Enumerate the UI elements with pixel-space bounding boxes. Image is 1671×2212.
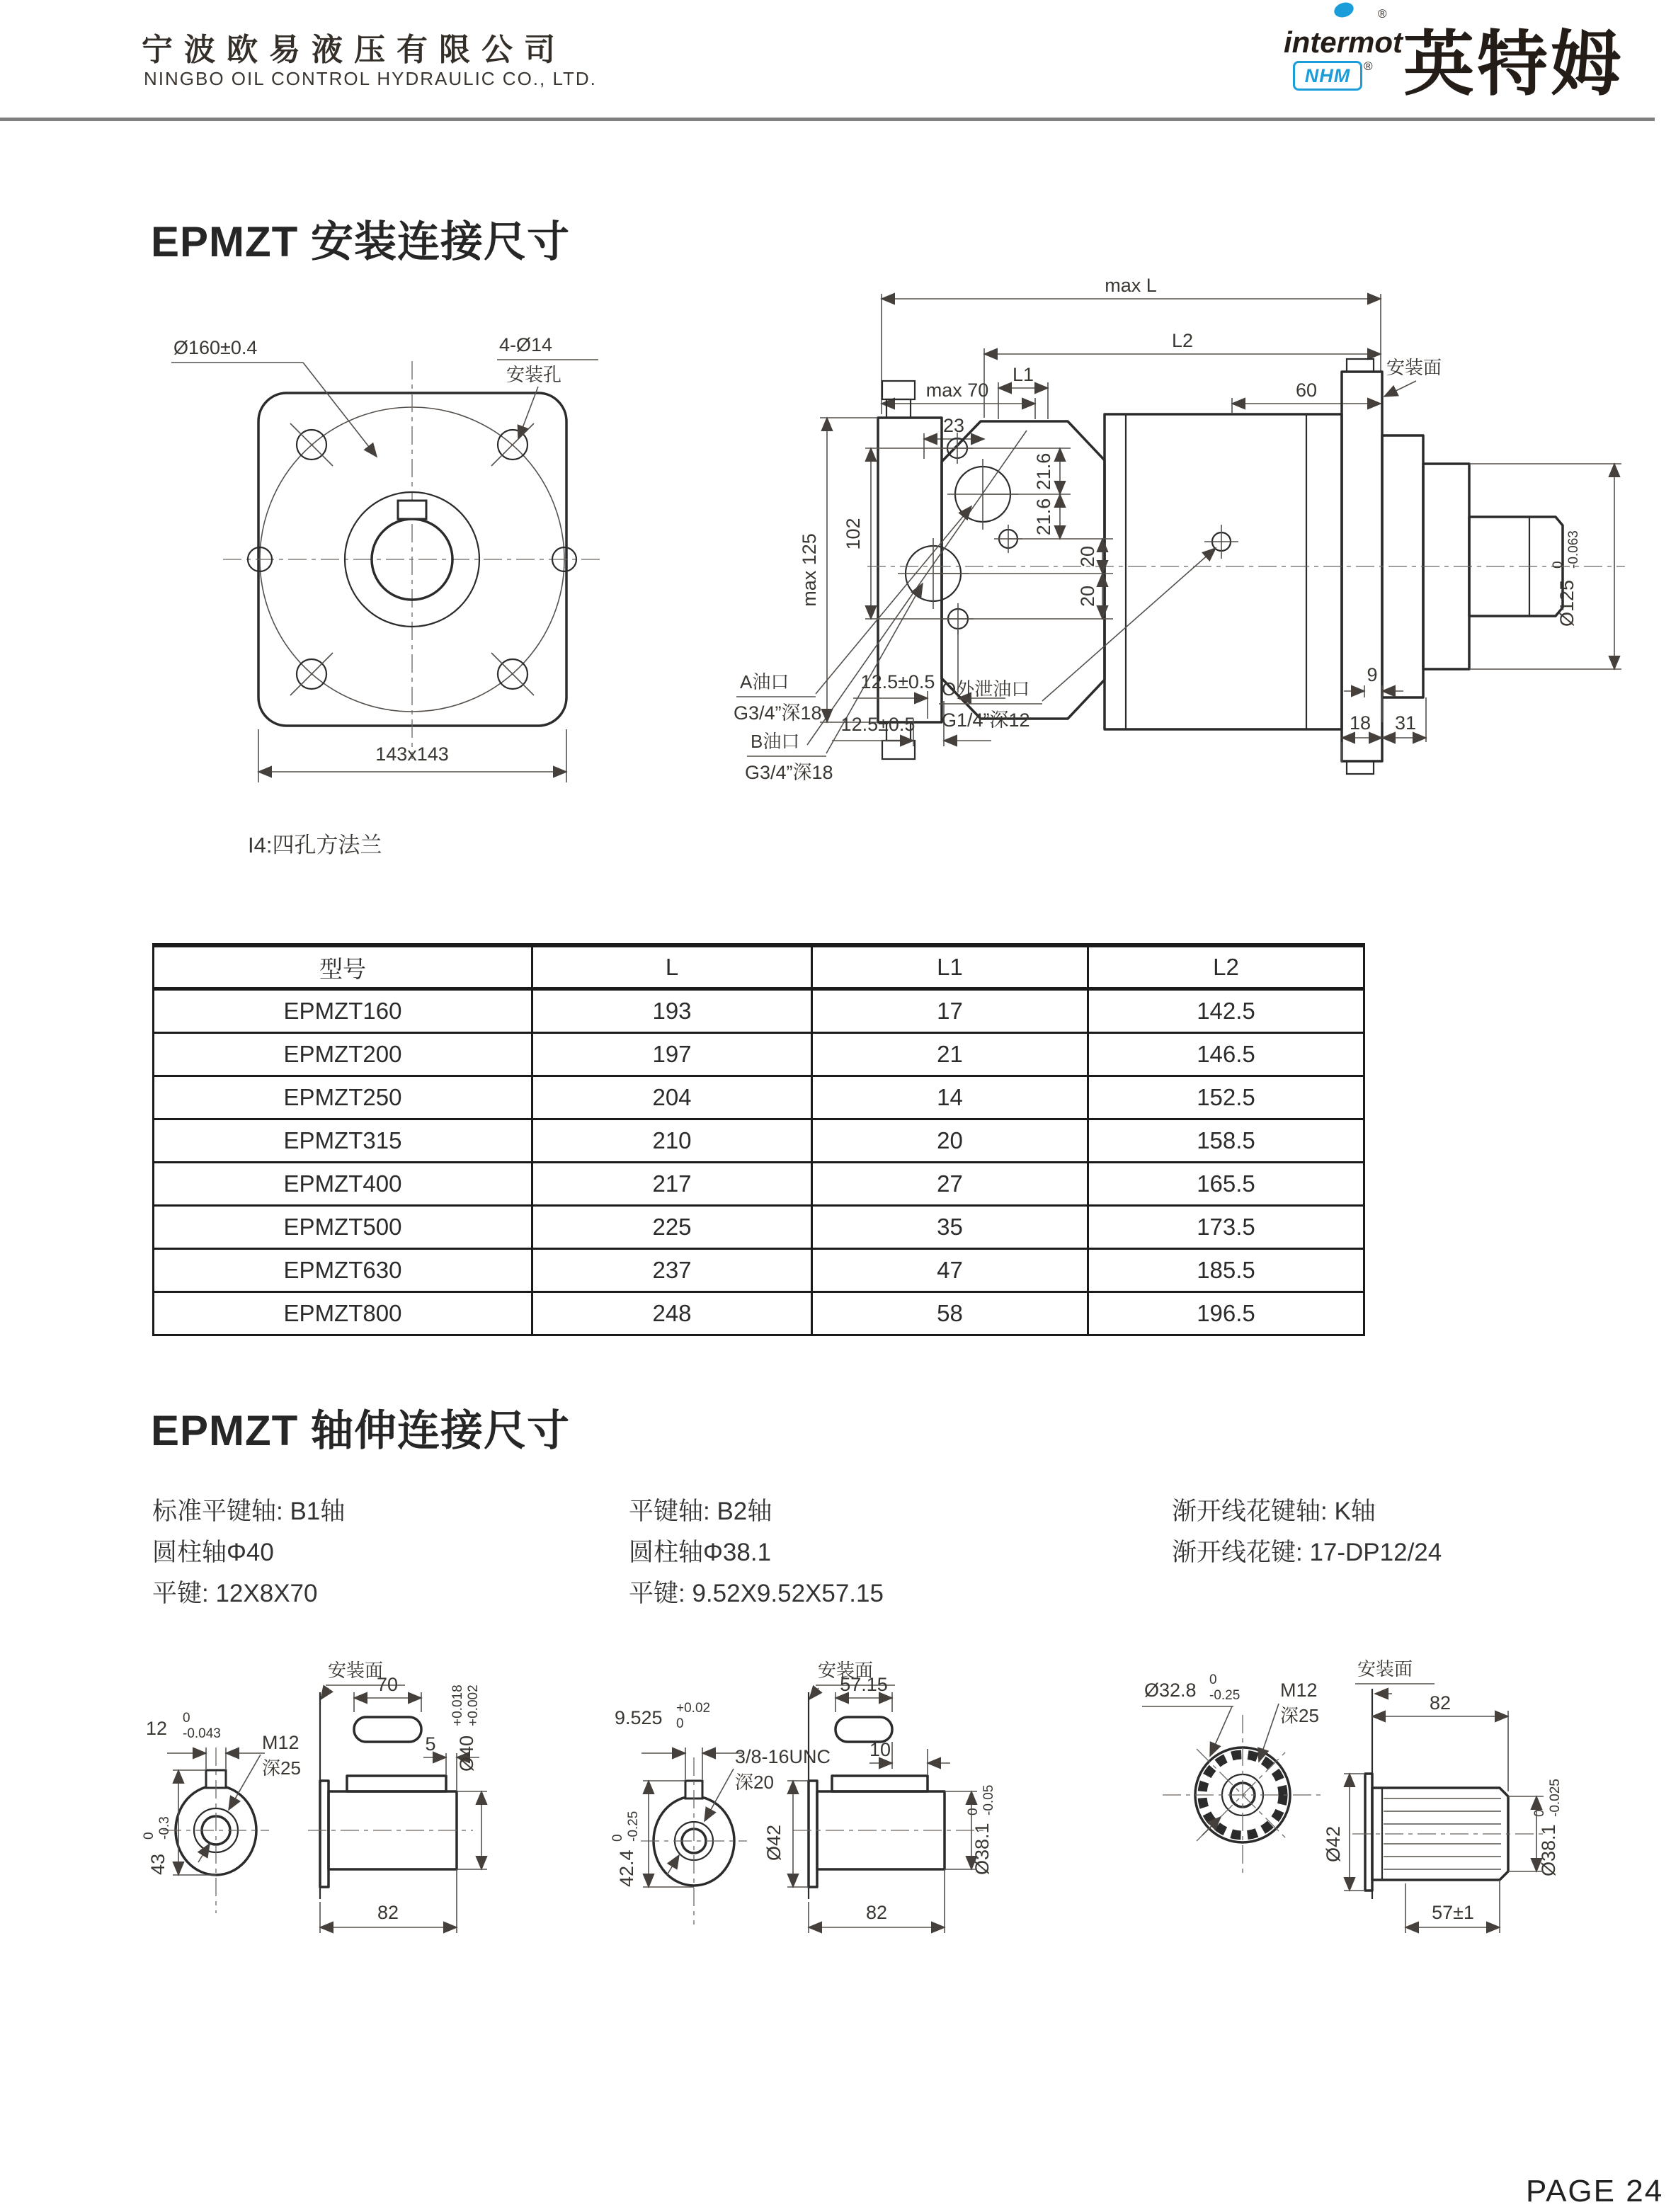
table-header-row <box>154 945 1364 989</box>
flange-outline <box>223 361 602 759</box>
cell: 217 <box>532 1163 812 1206</box>
col-header-l: L <box>532 945 812 989</box>
port-o-label: O外泄油口 <box>942 678 1030 700</box>
cell: EPMZT500 <box>154 1206 532 1249</box>
dim-square-label: 143x143 <box>375 743 449 765</box>
cell: 173.5 <box>1088 1206 1364 1249</box>
k-d328-tol-bot: -0.25 <box>1209 1688 1241 1703</box>
cell: 146.5 <box>1088 1033 1364 1076</box>
logo-i-dot-icon <box>1333 0 1356 20</box>
dim-20-label-b: 20 <box>1077 585 1098 608</box>
b2-unc-label: 3/8-16UNC <box>735 1746 831 1767</box>
k-d42-label: Ø42 <box>1323 1825 1344 1862</box>
col-header-l2: L2 <box>1088 945 1364 989</box>
b1-d40-main: Ø40 <box>456 1735 477 1772</box>
cell: 225 <box>532 1206 812 1249</box>
b2-424-tol-top: 0 <box>610 1834 625 1842</box>
k-d381-main: Ø38.1 <box>1538 1824 1559 1876</box>
port-b-label: B油口 <box>751 731 800 752</box>
spec-k-line1: 渐开线花键轴: K轴 <box>1172 1498 1376 1525</box>
cell: 210 <box>532 1119 812 1163</box>
dim-shaft-dia-tol-top: 0 <box>1551 561 1566 569</box>
b2-424-dim <box>610 1811 641 1887</box>
cell: 204 <box>532 1076 812 1119</box>
cell: 21 <box>812 1033 1088 1076</box>
spec-b1-line1: 标准平键轴: B1轴 <box>152 1498 346 1525</box>
cell: 17 <box>812 989 1088 1033</box>
dim-shaft-dia-tol-bot: -0.063 <box>1566 530 1581 569</box>
b1-mount-face-label: 安装面 <box>328 1660 384 1681</box>
spec-col-b1 <box>152 1491 345 1614</box>
dim-max125-label: max 125 <box>799 533 820 607</box>
table-row <box>154 1206 1364 1249</box>
shaft-drawings <box>127 1650 1572 1983</box>
cell: 47 <box>812 1249 1088 1292</box>
cell: 193 <box>532 989 812 1033</box>
b2-424-main: 42.4 <box>616 1849 637 1887</box>
b1-m12-label: M12 <box>262 1732 300 1753</box>
spec-col-k <box>1172 1491 1442 1573</box>
cell: EPMZT250 <box>154 1076 532 1119</box>
port-o-spec: G1/4”深12 <box>942 709 1030 731</box>
dim-holes-label: 4-Ø14 <box>499 334 553 355</box>
page-number: PAGE 24 <box>1526 2174 1664 2208</box>
logo-intermot: intermot <box>1284 25 1403 59</box>
k-d328-label: Ø32.8 <box>1144 1680 1197 1701</box>
cell: 158.5 <box>1088 1119 1364 1163</box>
cell: 35 <box>812 1206 1088 1249</box>
cell: EPMZT160 <box>154 989 532 1033</box>
dim-125b-label: 12.5±0.5 <box>840 714 916 735</box>
k-m12-label: M12 <box>1280 1680 1318 1701</box>
b2-mount-face-label: 安装面 <box>818 1660 874 1681</box>
company-name-cn-text: 宁波欧易液压有限公司 <box>142 33 566 67</box>
dim-9-label: 9 <box>1367 664 1378 685</box>
section1-title: EPMZT 安装连接尺寸 <box>151 218 570 266</box>
table-row <box>154 989 1364 1033</box>
dim-23-label: 23 <box>942 415 965 436</box>
cell: 152.5 <box>1088 1076 1364 1119</box>
cell: 27 <box>812 1163 1088 1206</box>
b2-keyw-tol-bot: 0 <box>676 1716 684 1731</box>
b1-keyw-tol-top: 0 <box>183 1711 190 1726</box>
cell: 196.5 <box>1088 1292 1364 1335</box>
dim-max-l-label: max L <box>1105 275 1157 296</box>
shaft-k-drawing <box>1142 1658 1563 1933</box>
brand-name-cn: 英特姆 <box>1403 25 1624 104</box>
b1-43-tol-bot: -0.3 <box>157 1816 172 1840</box>
dim-18-label: 18 <box>1349 712 1371 734</box>
b2-d381-main: Ø38.1 <box>971 1823 993 1875</box>
b2-10-label: 10 <box>869 1739 891 1760</box>
spec-col-b2 <box>629 1491 884 1614</box>
cell: 14 <box>812 1076 1088 1119</box>
flange-caption: I4:四孔方法兰 <box>248 833 382 857</box>
spec-b2-line3: 平键: 9.52X9.52X57.15 <box>629 1580 884 1607</box>
port-a-spec: G3/4”深18 <box>734 702 822 724</box>
dim-125a-label: 12.5±0.5 <box>860 671 935 692</box>
dim-216-label-a: 21.6 <box>1033 452 1054 491</box>
header-divider <box>0 118 1655 121</box>
flange-front-view-drawing <box>142 326 637 885</box>
motor-body <box>807 359 1625 774</box>
b2-d42-label: Ø42 <box>763 1824 785 1861</box>
shaft-b1-drawing <box>142 1660 487 1933</box>
logo-nhm-text: NHM <box>1304 64 1351 86</box>
dim-20-label-a: 20 <box>1077 545 1098 568</box>
b1-82-label: 82 <box>377 1902 399 1923</box>
mount-face-label: 安装面 <box>1386 357 1442 378</box>
side-port-spacing-dimensions <box>933 448 1113 619</box>
table-row <box>154 1163 1364 1206</box>
cell: EPMZT315 <box>154 1119 532 1163</box>
b1-70-label: 70 <box>376 1674 399 1695</box>
cell: 20 <box>812 1119 1088 1163</box>
b1-d40-tol-top: +0.018 <box>450 1684 465 1726</box>
spec-b2-line2: 圆柱轴Φ38.1 <box>629 1539 772 1566</box>
flange-dim-labels <box>171 334 598 782</box>
dimension-table <box>152 943 1365 1336</box>
b2-5715-label: 57.15 <box>840 1674 888 1695</box>
dim-max70-label: max 70 <box>925 380 989 401</box>
dim-d160-label: Ø160±0.4 <box>173 337 258 358</box>
cell: 142.5 <box>1088 989 1364 1033</box>
dim-216-label-b: 21.6 <box>1033 498 1054 536</box>
dim-shaft-dia <box>1551 530 1581 627</box>
side-top-dimensions <box>882 275 1442 459</box>
b2-82-label: 82 <box>865 1902 888 1923</box>
b1-43-main: 43 <box>147 1853 169 1875</box>
logo-nhm-box <box>1293 61 1362 91</box>
col-header-l1: L1 <box>812 945 1088 989</box>
table-row <box>154 1076 1364 1119</box>
port-a-label: A油口 <box>740 671 789 692</box>
b2-deep20-label: 深20 <box>735 1772 774 1793</box>
port-b-spec: G3/4”深18 <box>745 762 833 783</box>
section2-title: EPMZT 轴伸连接尺寸 <box>151 1407 570 1454</box>
spec-b2-line1: 平键轴: B2轴 <box>629 1498 772 1525</box>
dim-shaft-dia-main: Ø125 <box>1556 579 1578 627</box>
logo-reg-mark-bottom: ® <box>1364 59 1373 73</box>
b1-d40-tol-bot: +0.002 <box>466 1684 481 1726</box>
b2-d381-tol-top: 0 <box>966 1808 981 1815</box>
b2-d381-dim <box>966 1785 996 1875</box>
col-header-model: 型号 <box>154 945 532 989</box>
dim-60-label: 60 <box>1295 380 1318 401</box>
company-name-en: NINGBO OIL CONTROL HYDRAULIC CO., LTD. <box>144 68 597 89</box>
b1-keyw-label: 12 <box>146 1718 168 1739</box>
b2-keyw-tol-top: +0.02 <box>676 1701 711 1716</box>
k-57-label: 57±1 <box>1432 1902 1474 1923</box>
cell: 185.5 <box>1088 1249 1364 1292</box>
dim-31-label: 31 <box>1394 712 1417 734</box>
cell: EPMZT200 <box>154 1033 532 1076</box>
k-d381-tol-bot: -0.025 <box>1548 1779 1563 1817</box>
k-mount-face-label: 安装面 <box>1357 1658 1413 1680</box>
table-row <box>154 1119 1364 1163</box>
b1-5-label: 5 <box>425 1733 436 1755</box>
b1-43-dim <box>142 1816 172 1875</box>
shaft-b2-drawing <box>610 1660 996 1933</box>
company-name-cn <box>142 24 566 69</box>
b2-keyw-label: 9.525 <box>615 1707 663 1728</box>
b1-deep25-label: 深25 <box>262 1757 301 1779</box>
table-row <box>154 1292 1364 1335</box>
dim-holes-sublabel: 安装孔 <box>506 364 562 385</box>
motor-side-view-drawing <box>708 269 1671 786</box>
cell: 248 <box>532 1292 812 1335</box>
spec-k-line2: 渐开线花键: 17-DP12/24 <box>1172 1539 1442 1566</box>
k-d328-tol-top: 0 <box>1209 1672 1217 1687</box>
b2-424-tol-bot: -0.25 <box>626 1811 641 1842</box>
cell: 237 <box>532 1249 812 1292</box>
k-deep25-label: 深25 <box>1280 1705 1319 1726</box>
k-d381-tol-top: 0 <box>1532 1809 1547 1817</box>
dim-102-label: 102 <box>843 518 864 550</box>
cell: EPMZT800 <box>154 1292 532 1335</box>
dim-l1-label: L1 <box>1012 364 1034 385</box>
k-82-label: 82 <box>1429 1692 1452 1714</box>
b2-d381-tol-bot: -0.05 <box>981 1784 996 1815</box>
cell: 58 <box>812 1292 1088 1335</box>
cell: EPMZT400 <box>154 1163 532 1206</box>
b1-43-tol-top: 0 <box>142 1832 156 1840</box>
spec-b1-line3: 平键: 12X8X70 <box>152 1580 318 1607</box>
b1-keyw-tol-bot: -0.043 <box>183 1726 221 1741</box>
cell: EPMZT630 <box>154 1249 532 1292</box>
cell: 165.5 <box>1088 1163 1364 1206</box>
table-row <box>154 1033 1364 1076</box>
logo-reg-mark-top: ® <box>1378 7 1387 21</box>
cell: 197 <box>532 1033 812 1076</box>
dim-l2-label: L2 <box>1171 330 1194 351</box>
b1-d40-dim <box>450 1684 481 1772</box>
table-row <box>154 1249 1364 1292</box>
spec-b1-line2: 圆柱轴Φ40 <box>152 1539 274 1566</box>
